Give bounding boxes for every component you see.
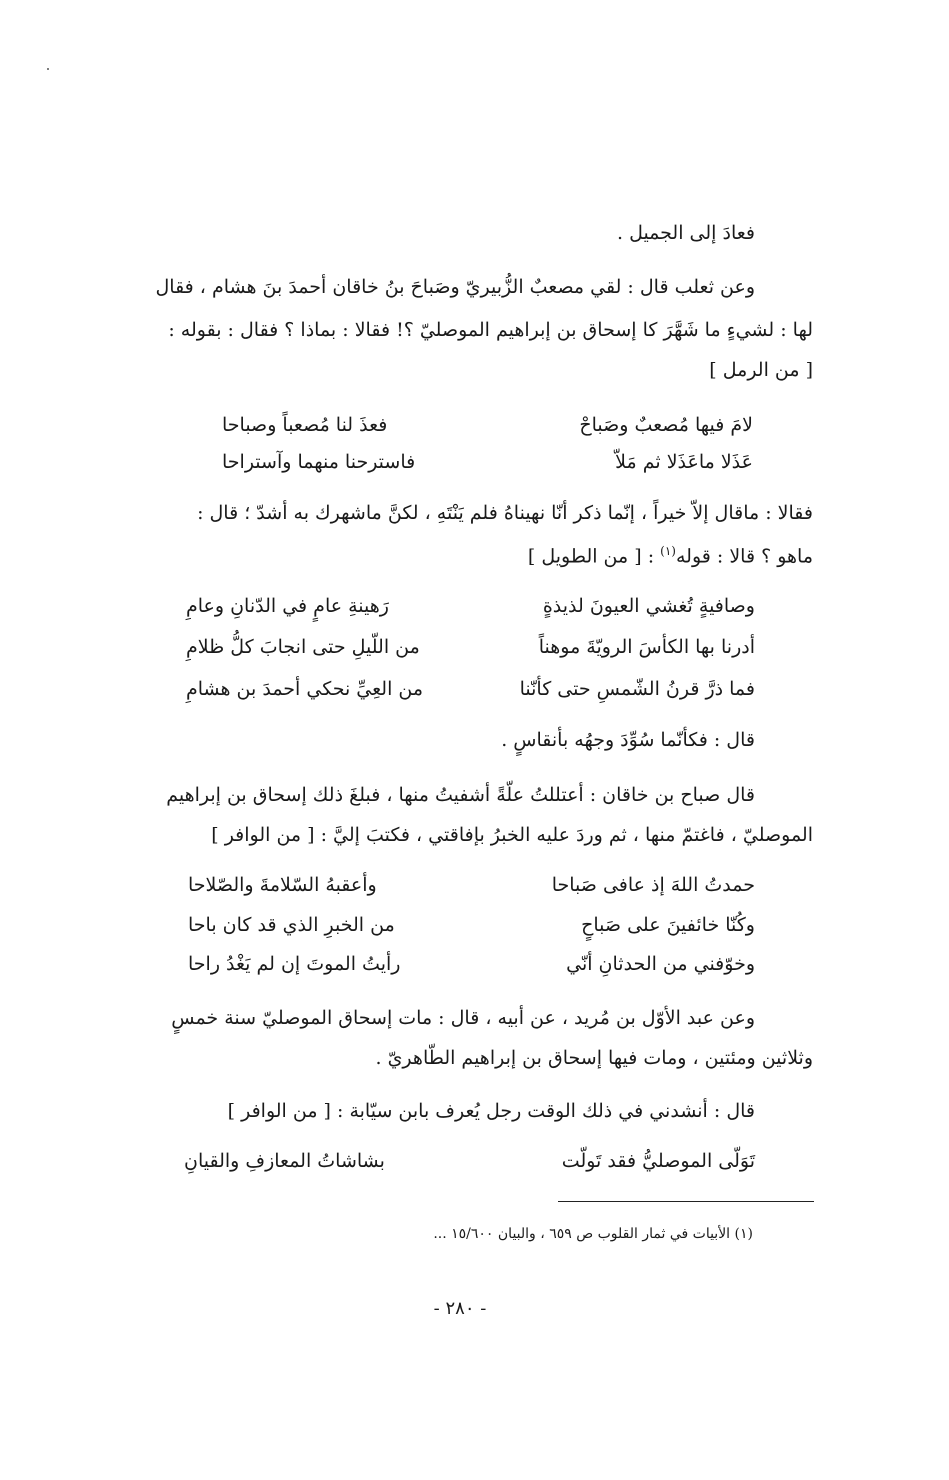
- verse-second-hemistich: فاسترحنا منهما وآستراحا: [222, 451, 416, 473]
- prose-line: وعن ثعلب قال : لقي مصعبٌ الزُّبيريّ وصَباحَ بنُ خاقان أحمدَ بنَ هشام ، فقال: [155, 276, 755, 298]
- footnote: (١) الأبيات في ثمار القلوب ص ٦٥٩ ، والبيان ١٥/٦٠٠ ...: [433, 1226, 753, 1242]
- verse-first-hemistich: تَوَلّى الموصليُّ فقد تَولّت: [561, 1150, 755, 1172]
- meter-label: : [ من الطويل ]: [527, 545, 661, 568]
- verse-first-hemistich: لامَ فيها مُصعبٌ وصَباحْ: [579, 414, 753, 436]
- prose-text: ماهو ؟ قالا : قوله: [675, 545, 813, 568]
- verse-first-hemistich: وصافيةٍ تُغشي العيونَ لذيذةٍ: [542, 595, 755, 617]
- verse-first-hemistich: عَذَلا ماعَذَلا ثم مَلاّ: [615, 451, 753, 473]
- prose-line: قال : فكأنّما سُوِّدَ وجهُه بأنقاسٍ .: [501, 729, 755, 751]
- verse-second-hemistich: بشاشاتُ المعازفِ والقيانِ: [184, 1150, 385, 1172]
- prose-line: فعادَ إلى الجميل .: [616, 222, 755, 244]
- verse-first-hemistich: فما ذرَّ قرنُ الشّمسِ حتى كأنّنا: [519, 678, 755, 700]
- footnote-rule: [558, 1201, 814, 1202]
- prose-line: [528, 544, 813, 567]
- page-number: - ٢٨٠ -: [433, 1298, 487, 1319]
- verse-second-hemistich: من العِيِّ نحكي أحمدَ بن هشامِ: [186, 678, 424, 700]
- verse-first-hemistich: وخوّفني من الحدثانِ أنّي: [566, 953, 755, 975]
- verse-first-hemistich: حمدتُ اللهَ إذ عافى صَباحا: [551, 874, 755, 896]
- prose-line: فقالا : ماقال إلاّ خيراً ، إنّما ذكر أنّا نهيناهُ فلم يَنْتَهِ ، لكنَّ ماشهرك به أشدّ ؛ قال :: [197, 502, 813, 524]
- prose-line: قال : أنشدني في ذلك الوقت رجل يُعرف بابن سيّابة : [ من الوافر ]: [227, 1100, 755, 1122]
- verse-second-hemistich: فعذَ لنا مُصعباً وصباحا: [222, 414, 388, 436]
- verse-second-hemistich: رأيتُ الموتَ إن لم يَغْدُ راحا: [188, 953, 401, 975]
- prose-line: لها : لشيءٍ ما شَهَّرَ كا إسحاق بن إبراهيم الموصليّ ؟! فقالا : بماذا ؟ فقال : بقوله :: [168, 319, 813, 341]
- verse-second-hemistich: من الخبرِ الذي قد كان باحا: [188, 914, 395, 936]
- scan-speck: [47, 68, 49, 70]
- prose-line: وثلاثين ومئتين ، ومات فيها إسحاق بن إبراهيم الطّاهريّ .: [375, 1047, 813, 1069]
- prose-line: الموصليّ ، فاغتمّ منها ، ثم وردَ عليه الخبرُ بإفاقتي ، فكتبَ إليَّ : [ من الوافر ]: [211, 824, 813, 846]
- verse-first-hemistich: أدرنا بها الكأسَ الرويّةَ موهناً: [538, 636, 755, 658]
- verse-second-hemistich: رَهينةِ عامٍ في الدّنانِ وعامِ: [186, 595, 389, 617]
- prose-line: قال صباح بن خاقان : أعتللتُ علّةً أشفيتُ منها ، فبلغَ ذلك إسحاق بن إبراهيم: [166, 784, 755, 806]
- footnote-marker: (١): [660, 544, 676, 558]
- verse-second-hemistich: من اللّيلِ حتى انجابَ كلُّ ظلامِ: [186, 636, 420, 658]
- prose-line: وعن عبد الأوّل بن مُريد ، عن أبيه ، قال : مات إسحاق الموصليّ سنة خمسٍ: [171, 1007, 755, 1029]
- meter-label: [ من الرمل ]: [709, 359, 813, 381]
- verse-second-hemistich: وأعقبهُ السّلامةَ والصّلاحا: [188, 874, 377, 896]
- verse-first-hemistich: وكُنّا خائفينَ على صَباحٍ: [581, 914, 755, 936]
